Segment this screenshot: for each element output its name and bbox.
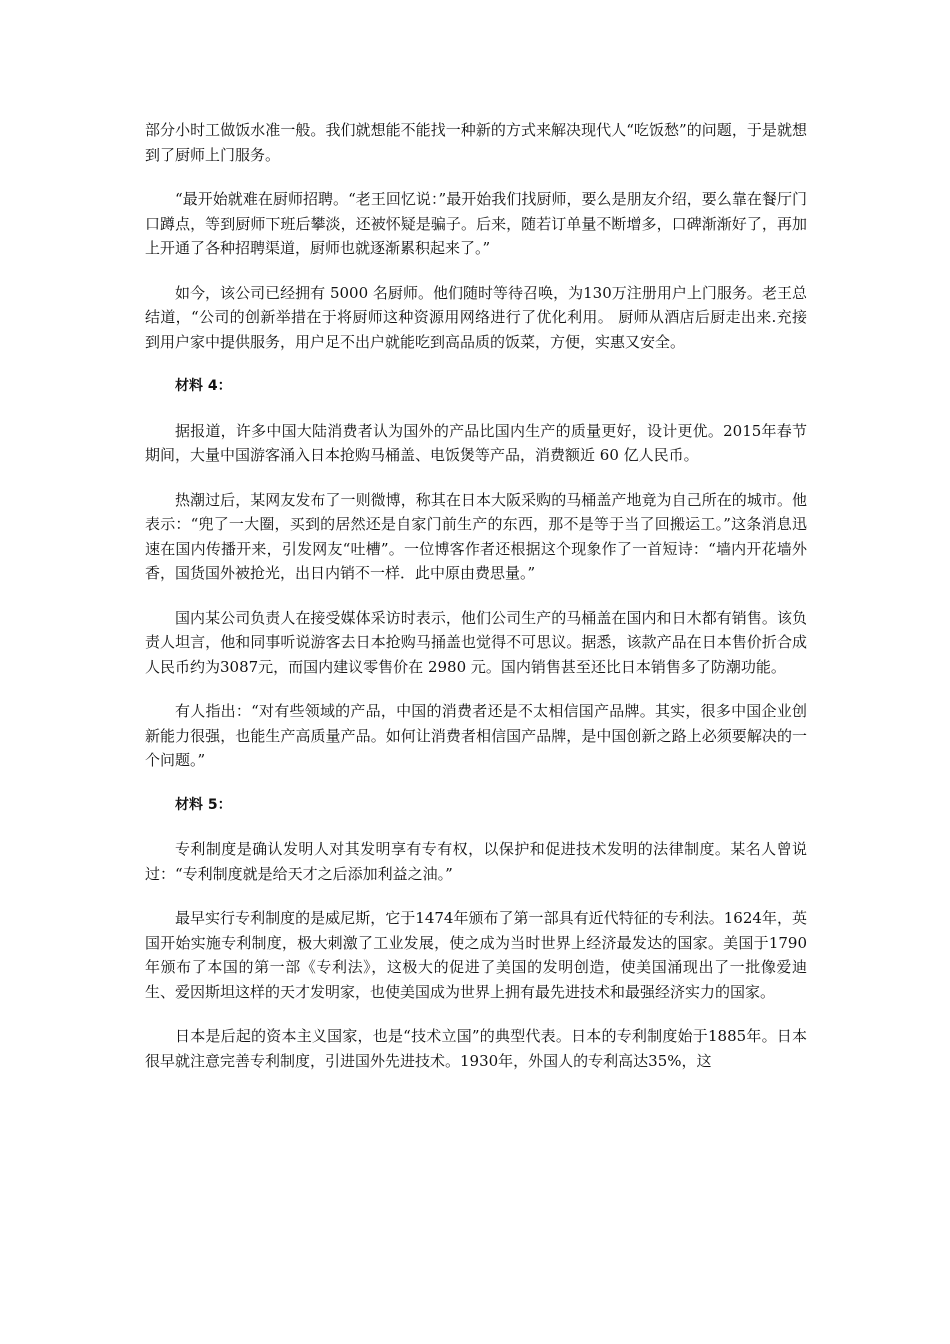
heading-material-5: 材料 5： (175, 796, 232, 813)
paragraph-consumer-report: 据报道，许多中国大陆消费者认为国外的产品比国内生产的质量更好，设计更优。2015年春节期间，大量中国游客涌入日本抢购马桶盖、电饭煲等产品，消费额近 60 亿人民币。 (145, 421, 807, 464)
document-page (145, 118, 807, 1093)
paragraph-patent-history: 最早实行专利制度的是威尼斯，它于1474年颁布了第一部具有近代特征的专利法。1624年，英国开始实施专利制度，极大刺激了工业发展，使之成为当时世界上经济最发达的国家。美国于1790年颁布了本国的第一部《专利法》，这极大的促进了美国的发明创造，使美国涌现出了一批像爱迪生、爱因斯坦这样的天才发明家，也使美国成为世界上拥有最先进技术和最强经济实力的国家。 (145, 909, 807, 1001)
paragraph-company-today: 如今，该公司已经拥有 5000 名厨师。他们随时等待召唤，为130万注册用户上门服务。老王总结道，“公司的创新举措在于将厨师这种资源用网络进行了优化利用。 厨师从酒店后厨走出来.充接到用户家中提供服务，用户足不出户就能吃到高品质的饭菜，方便，实惠又安全。 (145, 283, 807, 351)
paragraph-company-interview: 国内某公司负责人在接受媒体采访时表示，他们公司生产的马桶盖在国内和日木都有销售。该负责人坦言，他和同事听说游客去日本抢购马捅盖也觉得不可思议。据悉，该款产品在日本售价折合成人民币约为3087元，而国内建议零售价在 2980 元。国内销售甚至还比日本销售多了防潮功能。 (145, 608, 807, 676)
paragraph-weibo-post: 热潮过后，某网友发布了一则微博，称其在日本大阪采购的马桶盖产地竟为自己所在的城市。他表示：“兜了一大圈，买到的居然还是自家门前生产的东西，那不是等于当了回搬运工。”这条消息迅速在国内传播开来，引发网友“吐槽”。一位博客作者还根据这个现象作了一首短诗：“墙内开花墙外香，国货国外被抢光，出日内销不一样．此中原由费思量。” (145, 490, 807, 582)
paragraph-intro-continued: 部分小时工做饭水准一般。我们就想能不能找一种新的方式来解决现代人“吃饭愁”的问题，于是就想到了厨师上门服务。 (145, 121, 807, 164)
paragraph-patent-definition: 专利制度是确认发明人对其发明享有专有权，以保护和促进技术发明的法律制度。某名人曾说过：“专利制度就是给天才之后添加利益之油。” (145, 840, 807, 883)
paragraph-chef-recruitment: “最开始就难在厨师招聘。“老王回忆说：”最开始我们找厨师，要么是朋友介绍，要么靠在餐厅门口蹲点，等到厨师下班后攀淡，还被怀疑是骗子。后来，随若订单量不断增多，口碑渐渐好了，再加上开通了各种招聘渠道，厨师也就逐渐累积起来了。” (145, 190, 807, 257)
heading-material-4: 材料 4： (175, 378, 232, 394)
paragraph-domestic-brands: 有人指出：“对有些领域的产品，中国的消费者还是不太相信国产品牌。其实，很多中国企业创新能力很强，也能生产高质量产品。如何让消费者相信国产品牌，是中国创新之路上必须要解决的一个问题。” (145, 702, 807, 769)
paragraph-japan-patents: 日本是后起的资本主义国家，也是“技术立国”的典型代表。日本的专利制度始于1885年。日本很早就注意完善专利制度，引进国外先进技术。1930年，外国人的专利高达35%，这 (145, 1027, 807, 1070)
